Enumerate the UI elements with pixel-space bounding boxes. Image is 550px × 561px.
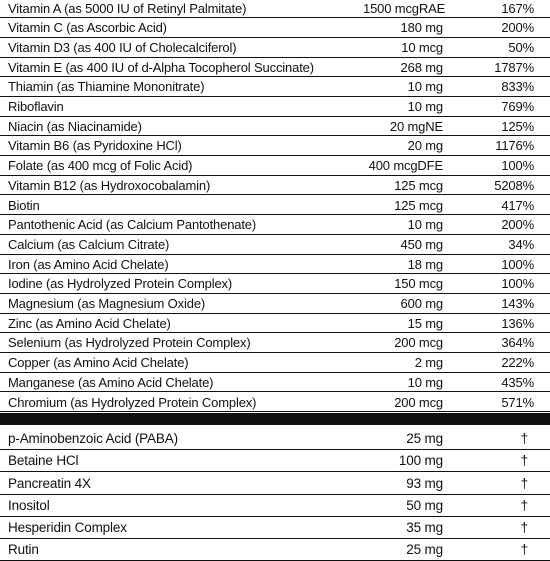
table-row [0, 255, 550, 275]
nutrient-name: Vitamin D3 (as 400 IU of Cholecalciferol) [8, 39, 237, 55]
table-row [0, 97, 550, 117]
nutrient-amount: 125 mcg [394, 177, 443, 193]
nutrient-daily-value: 1176% [495, 138, 534, 154]
nutrient-name: Vitamin A (as 5000 IU of Retinyl Palmitate) [8, 0, 247, 16]
table-row [0, 495, 550, 517]
nutrient-name: Selenium (as Hydrolyzed Protein Complex) [8, 335, 251, 351]
nutrient-daily-value: 571% [501, 394, 534, 410]
nutrient-name: Zinc (as Amino Acid Chelate) [8, 315, 171, 331]
nutrient-name: Iron (as Amino Acid Chelate) [8, 256, 169, 272]
nutrient-daily-value: 100% [501, 276, 534, 292]
table-row [0, 353, 550, 373]
daily-value-not-established-mark: † [520, 453, 528, 469]
ingredient-name: Hesperidin Complex [8, 520, 127, 535]
nutrient-amount: 2 mg [414, 355, 443, 371]
nutrient-name: Manganese (as Amino Acid Chelate) [8, 374, 214, 390]
table-row [0, 373, 550, 393]
nutrient-daily-value: 364% [501, 335, 534, 351]
nutrient-daily-value: 1787% [494, 59, 534, 75]
table-row [0, 18, 550, 38]
nutrient-daily-value: 100% [501, 158, 534, 174]
table-row [0, 136, 550, 156]
nutrient-name: Iodine (as Hydrolyzed Protein Complex) [8, 276, 233, 292]
table-row [0, 274, 550, 294]
nutrient-daily-value: 100% [501, 256, 534, 272]
nutrient-daily-value: 34% [508, 236, 534, 252]
daily-value-not-established-mark: † [520, 542, 528, 558]
table-row [0, 38, 550, 58]
nutrient-daily-value: 435% [501, 374, 534, 390]
table-row [0, 215, 550, 235]
nutrient-name: Magnesium (as Magnesium Oxide) [8, 296, 206, 311]
table-row [0, 294, 550, 314]
ingredient-name: Rutin [8, 542, 39, 558]
nutrient-daily-value: 417% [501, 197, 534, 213]
daily-value-not-established-mark: † [520, 520, 528, 535]
nutrient-amount: 400 mcgDFE [368, 158, 443, 174]
nutrient-name: Thiamin (as Thiamine Mononitrate) [8, 79, 205, 95]
table-row [0, 517, 550, 539]
table-row [0, 77, 550, 97]
nutrient-amount: 200 mcg [394, 335, 443, 351]
nutrient-amount: 10 mcg [401, 39, 443, 55]
ingredient-amount: 93 mg [406, 475, 443, 491]
ingredient-name: Pancreatin 4X [8, 475, 91, 491]
nutrient-name: Calcium (as Calcium Citrate) [8, 236, 170, 252]
nutrient-daily-value: 136% [501, 315, 534, 331]
nutrient-amount: 18 mg [407, 256, 443, 272]
nutrient-daily-value: 769% [501, 99, 534, 114]
table-row [0, 58, 550, 78]
nutrient-amount: 200 mcg [394, 394, 443, 410]
table-row [0, 156, 550, 176]
table-row [0, 117, 550, 137]
ingredient-name: Betaine HCl [8, 453, 79, 469]
nutrient-daily-value: 833% [501, 79, 534, 95]
nutrient-name: Folate (as 400 mcg of Folic Acid) [8, 158, 193, 174]
nutrient-name: Niacin (as Niacinamide) [8, 118, 142, 134]
nutrient-amount: 20 mgNE [389, 118, 443, 134]
nutrient-amount: 1500 mcgRAE [363, 0, 446, 16]
nutrient-amount: 10 mg [407, 217, 443, 233]
ingredient-amount: 100 mg [398, 453, 443, 469]
ingredient-amount: 50 mg [406, 497, 443, 513]
table-row [0, 314, 550, 334]
nutrient-name: Pantothenic Acid (as Calcium Pantothenate) [8, 217, 257, 233]
nutrient-amount: 20 mg [407, 138, 443, 154]
table-row [0, 196, 550, 216]
nutrient-daily-value: 167% [501, 0, 534, 16]
table-row [0, 393, 550, 413]
ingredient-name: Inositol [8, 497, 50, 513]
nutrient-daily-value: 5208% [494, 177, 534, 193]
nutrient-name: Chromium (as Hydrolyzed Protein Complex) [8, 394, 257, 410]
nutrient-daily-value: 125% [501, 118, 534, 134]
daily-value-not-established-mark: † [520, 475, 528, 491]
thick-divider [0, 413, 550, 425]
nutrient-daily-value: 50% [508, 39, 534, 55]
table-row [0, 0, 550, 18]
table-row [0, 539, 550, 561]
nutrient-amount: 125 mcg [394, 197, 443, 213]
nutrient-amount: 10 mg [407, 99, 443, 114]
nutrient-name: Riboflavin [8, 99, 64, 114]
nutrient-amount: 15 mg [407, 315, 443, 331]
ingredient-amount: 25 mg [406, 431, 443, 447]
nutrient-name: Vitamin B6 (as Pyridoxine HCl) [8, 138, 182, 154]
nutrient-amount: 268 mg [400, 59, 443, 75]
nutrient-amount: 150 mcg [394, 276, 443, 292]
nutrient-amount: 600 mg [400, 296, 443, 311]
table-row [0, 450, 550, 472]
daily-value-not-established-mark: † [520, 431, 528, 447]
daily-value-not-established-mark: † [520, 497, 528, 513]
nutrient-name: Vitamin C (as Ascorbic Acid) [8, 20, 167, 36]
nutrient-amount: 10 mg [407, 79, 443, 95]
table-row [0, 176, 550, 196]
nutrient-amount: 180 mg [400, 20, 443, 36]
table-row [0, 473, 550, 495]
nutrient-name: Biotin [8, 197, 40, 213]
nutrient-amount: 10 mg [407, 374, 443, 390]
nutrient-name: Vitamin B12 (as Hydroxocobalamin) [8, 177, 211, 193]
table-row [0, 428, 550, 450]
ingredient-amount: 25 mg [406, 542, 443, 558]
ingredient-name: p-Aminobenzoic Acid (PABA) [8, 431, 178, 447]
nutrient-name: Copper (as Amino Acid Chelate) [8, 355, 189, 371]
nutrient-daily-value: 200% [501, 217, 534, 233]
nutrient-amount: 450 mg [400, 236, 443, 252]
ingredient-amount: 35 mg [406, 520, 443, 535]
nutrient-name: Vitamin E (as 400 IU of d-Alpha Tocopherol Succinate) [8, 59, 314, 75]
nutrient-daily-value: 200% [501, 20, 534, 36]
table-row [0, 235, 550, 255]
nutrient-daily-value: 222% [501, 355, 534, 371]
nutrient-daily-value: 143% [501, 296, 534, 311]
table-row [0, 333, 550, 353]
